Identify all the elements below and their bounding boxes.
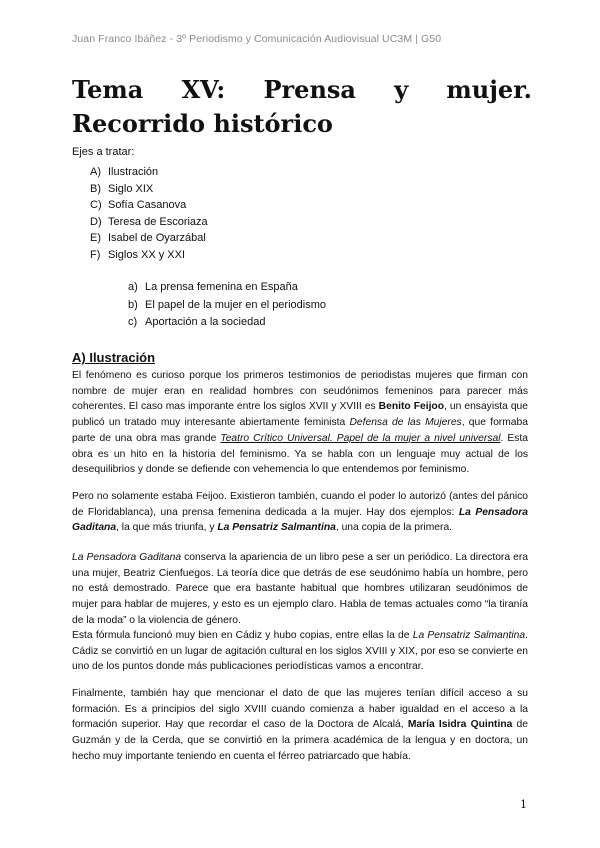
italic-title: La Pensatriz Salmantina <box>412 630 526 641</box>
list-item-label: Siglos XX y XXI <box>108 248 186 261</box>
text-run: , la que más triunfa, y <box>116 522 218 534</box>
paragraph-feijoo <box>72 368 528 478</box>
list-item <box>128 297 326 315</box>
list-item <box>90 247 208 264</box>
text-run: El fenómeno es curioso porque los primeros testimonios de periodistas mujeres que firman con nombre de mujer eran en realidad hombres con seudónimos femeninos para parecer más coherentes. El caso mas imporante entre los siglos XVII y XVIII es <box>72 370 528 413</box>
page-number: 1 <box>520 798 527 811</box>
list-item <box>90 181 208 198</box>
list-marker: b) <box>128 298 138 311</box>
italic-title: La Pensadora Gaditana <box>72 552 182 563</box>
bold-name: María Isidra Quintina <box>407 719 513 731</box>
list-item-label: El papel de la mujer en el periodismo <box>145 298 326 311</box>
text-run: conserva la apariencia de un libro pese a ser un periódico. La directora era una mujer, Beatriz Cienfuegos. La teoría dice que detrás de ese seudónimo había un hombre, pero no está demostrado. Parece que era bastante habitual que hombres utilizaran seudónimos de mujer para hablar de mujeres, y esto es un ejemplo claro. Habla de temas actuales como “la tiranía de la moda” o la violencia de género. <box>72 552 528 626</box>
list-marker: E) <box>90 232 101 245</box>
list-item-label: La prensa femenina en España <box>145 281 298 293</box>
list-marker: B) <box>90 182 101 195</box>
bold-italic-title: La Pensatriz Salmantina <box>217 522 336 534</box>
list-marker: A) <box>90 166 101 178</box>
section-heading: A) Ilustración <box>72 350 156 365</box>
subtopics-list <box>128 279 326 332</box>
paragraph-pensadora <box>72 550 528 629</box>
page-title: Tema XV: Prensa y mujer. Recorrido histórico <box>72 75 532 138</box>
list-marker: a) <box>128 281 138 293</box>
paragraph-cadiz <box>72 628 528 675</box>
text-run: Esta fórmula funcionó muy bien en Cádiz y hubo copias, entre ellas la de <box>72 630 413 641</box>
paragraph-prensa-femenina <box>72 489 528 536</box>
text-run: . Cádiz se convirtió en un lugar de agitación cultural en los siglos XVIII y XIX, por eso se convierte en uno de los puntos donde más publicaciones periodísticas vamos a encontrar. <box>72 630 528 673</box>
list-item-label: Aportación a la sociedad <box>145 316 266 329</box>
text-run: , un ensayista que publicó un tratado muy interesante abiertamente feminista <box>72 401 529 429</box>
running-header: Juan Franco Ibáñez - 3º Periodismo y Comunicación Audiovisual UC3M | G50 <box>72 33 442 45</box>
text-run: de Guzmán y de la Cerda, que se convirtió en la primera académica de la lengua y en doctora, un hecho muy importante teniendo en cuenta el férreo patriarcado que había. <box>72 719 528 762</box>
text-run: Pero no solamente estaba Feijoo. Existieron también, cuando el poder lo autorizó (antes del pánico de Floridablanca), una prensa femenina dedicada a la mujer. Hay dos ejemplos: <box>72 491 528 518</box>
list-item-label: Ilustración <box>108 166 159 178</box>
paragraph-formacion <box>72 686 528 765</box>
bold-italic-title: La Pensadora Gaditana <box>72 506 528 534</box>
list-item <box>90 197 208 214</box>
list-item <box>90 230 208 247</box>
underlined-title: Teatro Crítico Universal. Papel de la mujer a nivel universal <box>220 432 501 444</box>
bold-name: Benito Feijoo <box>378 401 445 413</box>
text-run: . Esta obra es un hito en la historia del feminismo. Ya se habla con un lenguaje muy actual de los desequilibrios y donde se defiende con vehemencia lo que entendemos por feminismo. <box>72 432 528 476</box>
list-item <box>128 279 326 297</box>
list-marker: C) <box>90 199 102 212</box>
list-item <box>128 314 326 332</box>
list-item <box>90 164 208 181</box>
list-item-label: Isabel de Oyarzábal <box>108 232 206 245</box>
list-marker: c) <box>128 316 138 329</box>
topics-list <box>90 164 208 264</box>
list-item <box>90 214 208 231</box>
text-run: , que formaba parte de una obra mas grande <box>72 417 528 444</box>
topics-label: Ejes a tratar: <box>72 146 135 158</box>
text-run: Finalmente, también hay que mencionar el dato de que las mujeres tenían difícil acceso a su formación. Es a principios del siglo XVIII cuando comienza a haber igualdad en el acceso a la formación superior. Hay que recordar el caso de la Doctora de Alcalá, <box>72 688 528 731</box>
list-item-label: Sofía Casanova <box>108 199 187 212</box>
list-marker: F) <box>90 248 101 261</box>
list-item-label: Teresa de Escoriaza <box>108 215 208 228</box>
text-run: , una copia de la primera. <box>335 522 453 534</box>
italic-title: Defensa de las Mujeres <box>349 417 462 429</box>
list-item-label: Siglo XIX <box>108 182 154 195</box>
list-marker: D) <box>90 215 102 228</box>
